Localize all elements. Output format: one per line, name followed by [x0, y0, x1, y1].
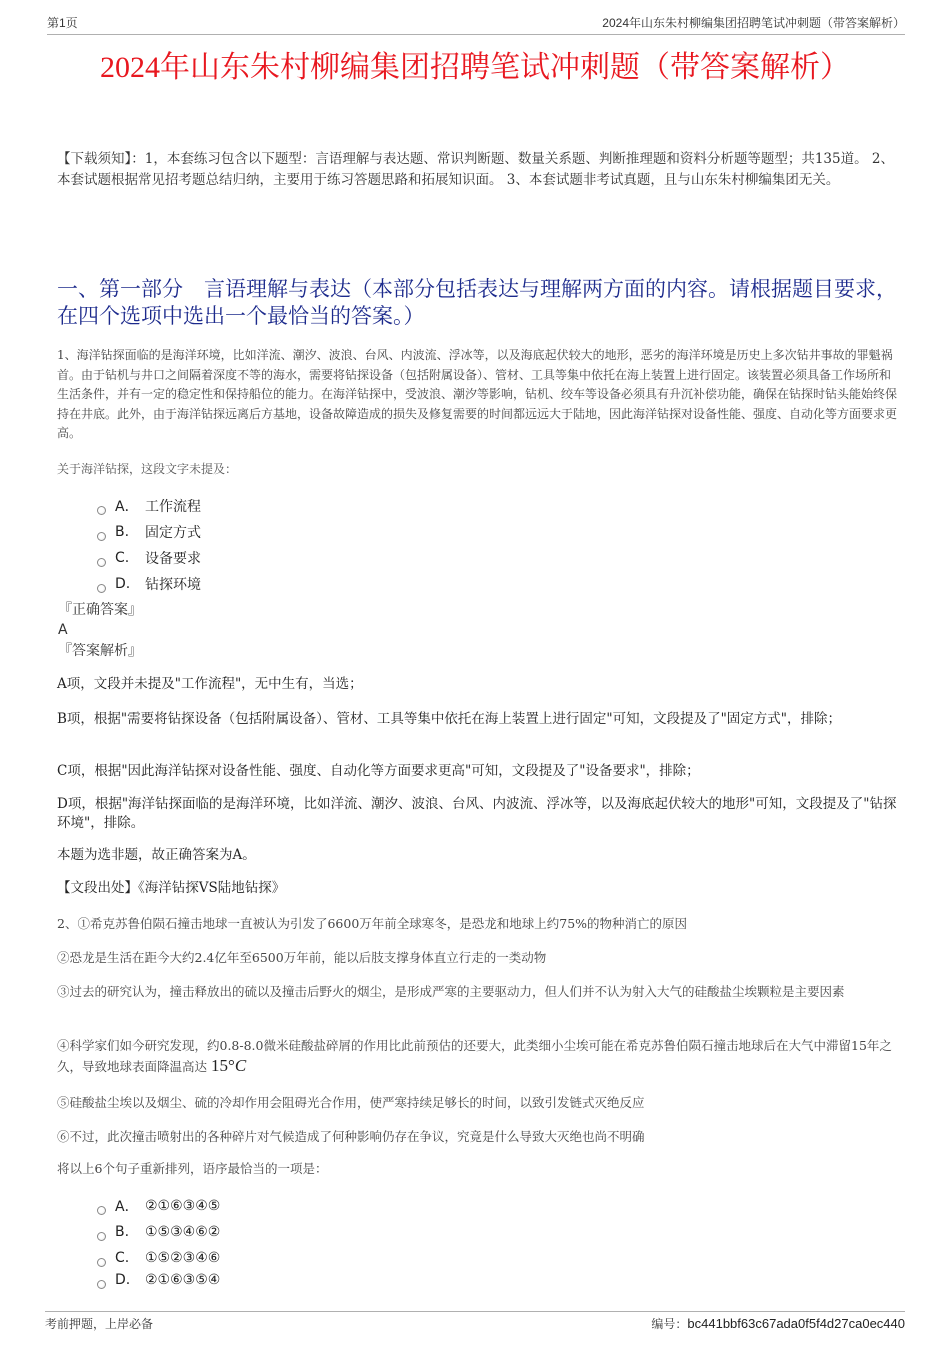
option-letter: C.	[115, 1250, 130, 1266]
question-2-sentence-1: 2、①希克苏鲁伯陨石撞击地球一直被认为引发了6600万年前全球寒冬，是恐龙和地球上约75%的物种消亡的原因	[57, 916, 688, 931]
question-2-sentence-6: ⑥不过，此次撞击喷射出的各种碎片对气候造成了何种影响仍存在争议，究竟是什么导致大灭绝也尚不明确	[57, 1129, 645, 1144]
question-2-option-c[interactable]	[97, 1245, 220, 1271]
option-letter: B.	[115, 1224, 130, 1240]
option-text: ①⑤③④⑥②	[145, 1224, 221, 1240]
option-letter: D.	[115, 576, 131, 592]
question-1-option-d[interactable]	[97, 571, 201, 597]
document-title: 2024年山东朱村柳编集团招聘笔试冲刺题（带答案解析）	[100, 51, 850, 84]
page-header	[47, 14, 905, 35]
option-text: ①⑤②③④⑥	[145, 1250, 221, 1266]
option-letter: A．	[115, 499, 139, 515]
option-text: ②①⑥③④⑤	[145, 1198, 221, 1214]
analysis-option-d: D项，根据"海洋钻探面临的是海洋环境，比如洋流、潮汐、波浪、台风、内波流、浮冰等，以及海底起伏较大的地形"可知，文段提及了"钻探环境"，排除。	[57, 796, 897, 831]
radio-button-icon[interactable]	[97, 1258, 106, 1267]
question-1-option-b[interactable]	[97, 519, 201, 545]
question-1-analysis-b-wrap	[57, 710, 907, 729]
question-1-analysis-d-wrap	[57, 795, 907, 833]
analysis-option-a: A项，文段并未提及"工作流程"，无中生有，当选；	[57, 676, 363, 692]
question-2-option-b[interactable]	[97, 1219, 220, 1245]
option-text: 工作流程	[145, 499, 201, 515]
radio-button-icon[interactable]	[97, 1232, 106, 1241]
radio-button-icon[interactable]	[97, 558, 106, 567]
question-2-options	[97, 1193, 220, 1289]
analysis-option-c: C项，根据"因此海洋钻探对设备性能、强度、自动化等方面要求更高"可知，文段提及了"设备要求"，排除；	[57, 763, 700, 779]
option-text: ②①⑥③⑤④	[145, 1272, 221, 1288]
temperature-formula: 15°C	[211, 1056, 247, 1075]
question-1-conclusion-wrap	[57, 846, 907, 865]
radio-button-icon[interactable]	[97, 1280, 106, 1289]
question-2-prompt: 将以上6个句子重新排列，语序最恰当的一项是：	[57, 1161, 328, 1176]
question-2-option-d[interactable]	[97, 1271, 220, 1289]
question-1-source-wrap	[57, 879, 907, 898]
option-text: 钻探环境	[145, 577, 201, 593]
option-letter: B.	[115, 524, 130, 540]
download-notice: 【下载须知】：1，本套练习包含以下题型：言语理解与表达题、常识判断题、数量关系题、判断推理题和资料分析题等题型；共135道。 2、本套试题根据常见招考题总结归纳，主要用于练习答题思路和拓展知识面。 3、本套试题非考试真题，且与山东朱村柳编集团无关。	[57, 151, 894, 188]
radio-button-icon[interactable]	[97, 584, 106, 593]
option-letter: A．	[115, 1199, 139, 1215]
option-text: 固定方式	[145, 525, 201, 541]
passage-source: 【文段出处】《海洋钻探VS陆地钻探》	[57, 880, 286, 896]
radio-button-icon[interactable]	[97, 506, 106, 515]
document-code-value: bc441bbf63c67ada0f5f4d27ca0ec440	[687, 1316, 905, 1331]
question-1-option-c[interactable]	[97, 545, 201, 571]
question-1-option-a[interactable]	[97, 493, 201, 519]
page-footer	[45, 1311, 905, 1332]
option-letter: D.	[115, 1272, 131, 1288]
question-2-sentence-2: ②恐龙是生活在距今大约2.4亿年至6500万年前，能以后肢支撑身体直立行走的一类动物	[57, 950, 547, 965]
footer-slogan: 考前押题，上岸必备	[45, 1317, 154, 1331]
correct-answer-label: 『正确答案』	[58, 602, 142, 618]
analysis-option-b: B项，根据"需要将钻探设备（包括附属设备）、管材、工具等集中依托在海上装置上进行固定"可知，文段提及了"固定方式"，排除；	[57, 711, 842, 727]
page-number: 第1页	[47, 16, 78, 30]
analysis-label: 『答案解析』	[58, 643, 142, 659]
question-1-prompt: 关于海洋钻探，这段文字未提及：	[57, 462, 238, 476]
correct-answer-value: A	[58, 622, 68, 638]
question-1-stem: 1、海洋钻探面临的是海洋环境，比如洋流、潮汐、波浪、台风、内波流、浮冰等，以及海底起伏较大的地形，恶劣的海洋环境是历史上多次钻井事故的罪魁祸首。由于钻机与井口之间隔着深度不等的海水，需要将钻探设备（包括附属设备）、管材、工具等集中依托在海上装置上进行固定。该装置必须具备工作场所和生活条件，并有一定的稳定性和保持船位的能力。在海洋钻探中，受波浪、潮汐等影响，钻机、绞车等设备必须具有升沉补偿功能，确保在钻探时钻头能始终保持在井底。此外，由于海洋钻探远离后方基地，设备故障造成的损失及修复需要的时间都远远大于陆地，因此海洋钻探对设备性能、强度、自动化等方面要求更高。	[57, 348, 898, 440]
document-code	[651, 1315, 905, 1332]
question-2-sentence-5: ⑤硅酸盐尘埃以及烟尘、硫的冷却作用会阻碍光合作用，使严寒持续足够长的时间，以致引发链式灭绝反应	[57, 1095, 645, 1110]
document-code-label: 编号：	[651, 1317, 688, 1331]
question-2-sentence-4-wrap	[57, 1036, 907, 1077]
question-2-sentence-4: ④科学家们如今研究发现，约0.8-8.0微米硅酸盐碎屑的作用比此前预估的还要大，此类细小尘埃可能在希克苏鲁伯陨石撞击地球后在大气中滞留15年之久，导致地球表面降温高达	[57, 1038, 892, 1074]
question-1-answer-block	[58, 601, 142, 661]
question-1-analysis	[57, 675, 907, 694]
question-1-analysis-c-wrap	[57, 762, 907, 781]
analysis-conclusion: 本题为选非题，故正确答案为A。	[57, 847, 256, 863]
header-doc-name: 2024年山东朱村柳编集团招聘笔试冲刺题（带答案解析）	[602, 16, 905, 30]
radio-button-icon[interactable]	[97, 532, 106, 541]
option-text: 设备要求	[145, 551, 201, 567]
question-2-sentence-3: ③过去的研究认为，撞击释放出的硫以及撞击后野火的烟尘，是形成严寒的主要驱动力，但人们并不认为射入大气的硅酸盐尘埃颗粒是主要因素	[57, 984, 845, 999]
question-1-options	[97, 493, 201, 597]
section-heading: 一、第一部分 言语理解与表达（本部分包括表达与理解两方面的内容。请根据题目要求，在四个选项中选出一个最恰当的答案。）	[57, 277, 897, 328]
option-letter: C.	[115, 550, 130, 566]
radio-button-icon[interactable]	[97, 1206, 106, 1215]
question-2-option-a[interactable]	[97, 1193, 220, 1219]
